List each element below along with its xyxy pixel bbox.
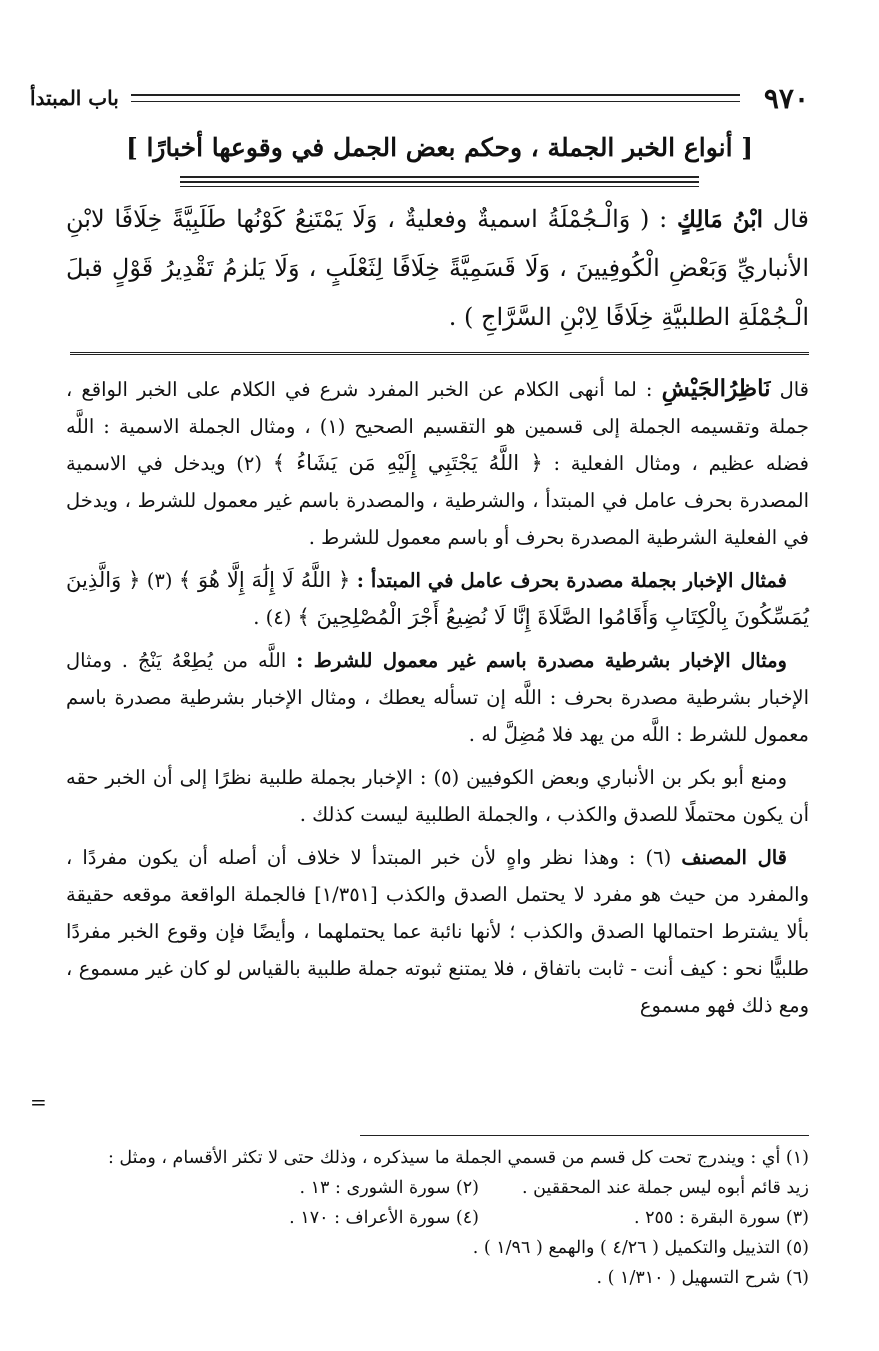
footnote: (٤) سورة الأعراف : ١٧٠ . [289, 1208, 479, 1228]
footnote: (٥) التذييل والتكميل ( ٤/٢٦ ) والهمع ( ١/٩٦ ) . [472, 1238, 809, 1258]
matn-body: : ( وَالْـجُمْلَةُ اسميةٌ وفعليةٌ ، وَلَا يَمْتَنِعُ كَوْنُها طَلَبِيَّةً خِلَافًا لابْنِ الأنباريِّ وَبَعْضِ الْكُوفِيينَ ، وَلَا قَسَمِيَّةً خِلَافًا لِثَعْلَبٍ ، وَلَا يَلزمُ تَقْدِيرُ قَوْلٍ قبلَ الْـجُمْلَةِ الطلبيَّةِ خِلَافًا لِابْنِ السَّرَّاجِ ) . [66, 205, 810, 331]
commentary [66, 370, 809, 1030]
footnote: (٣) سورة البقرة : ٢٥٥ . [633, 1208, 809, 1228]
commentary-speaker: نَاظِرُالجَيْشِ [661, 375, 771, 402]
commentary-paragraph [66, 562, 809, 636]
quran-verse: ﴿ اللَّهُ لَا إِلَٰهَ إِلَّا هُوَ ﴾ [178, 568, 351, 592]
commentary-paragraph [66, 370, 809, 556]
quran-verse: ﴿ وَالَّذِينَ يُمَسِّكُونَ بِالْكِتَابِ وَأَقَامُوا الصَّلَاةَ إِنَّا لَا نُضِيعُ أَجْرَ الْمُصْلِحِينَ ﴾ [66, 568, 809, 629]
example-heading: ومثال الإخبار بشرطية مصدرة باسم غير معمول للشرط : [296, 649, 787, 672]
header-rule [131, 94, 740, 102]
footnotes [66, 1143, 809, 1293]
footnote: (٦) شرح التسهيل ( ١/٣١٠ ) . [596, 1268, 809, 1288]
commentary-text: ومنع أبو بكر بن الأنباري وبعض الكوفيين (٥) : الإخبار بجملة طلبية نظرًا إلى أن الخبر حقه أن يكون محتملًا للصدق والكذب ، والجملة الطلبية ليست كذلك . [66, 766, 809, 826]
matn-speaker: ابْنُ مَالِكٍ [676, 206, 764, 233]
commentary-paragraph [66, 759, 809, 833]
example-heading: فمثال الإخبار بجملة مصدرة بحرف عامل في المبتدأ : [356, 569, 787, 592]
footnote-ref: (٣) [146, 569, 173, 592]
author-label: قال المصنف [681, 846, 787, 869]
footnote-divider [360, 1135, 809, 1136]
commentary-lead: قال [779, 378, 809, 401]
page-number: ٩٧٠ [763, 81, 809, 115]
commentary-paragraph [66, 839, 809, 1024]
commentary-text: (٦) : وهذا نظر واهٍ لأن خبر المبتدأ لا خلاف أن أصله أن يكون مفردًا ، والمفرد من حيث هو مفرد لا يحتمل الصدق والكذب [١/٣٥١] فالجملة الواقعة موقعه حقيقة بألا يشترط احتمالها الصدق والكذب ؛ لأنها نائبة عما يحتملهما ، وأيضًا فإن وقوع الخبر مفردًا طلبيًّا نحو : كيف أنت - ثابت باتفاق ، فلا يمتنع ثبوته جملة طلبية بالقياس لو كان غير مسموع ، ومع ذلك فهو مسموع [66, 846, 809, 1017]
footnote: (١) أي : ويندرج تحت كل قسم من قسمي الجملة ما سيذكره ، وذلك حتى لا تكثر الأقسام ، ومثل : [107, 1148, 809, 1168]
footnote: زيد قائم أبوه ليس جملة عند المحققين . [521, 1178, 809, 1198]
running-header [30, 78, 809, 118]
heading-underline [180, 176, 699, 187]
commentary-text: : لما أنهى الكلام عن الخبر المفرد شرع في الكلام على الخبر الواقع ، جملة وتقسيمه الجملة إلى قسمين هو التقسيم الصحيح (١) ، ومثال الجملة الاسمية : اللَّه فضله عظيم ، ومثال الفعلية : [66, 378, 810, 475]
section-heading: [ أنواع الخبر الجملة ، وحكم بعض الجمل في وقوعها أخبارًا ] [125, 133, 754, 162]
commentary-paragraph [66, 642, 809, 753]
footnote: (٢) سورة الشورى : ١٣ . [299, 1178, 479, 1198]
matn-divider [70, 352, 809, 355]
commentary-text: اللَّه من يُطِعْهُ يَنْجُ . ومثال الإخبار بشرطية مصدرة بحرف : اللَّه إن تسأله يعطك ، ومثال الإخبار بشرطية مصدرة باسم معمول للشرط : اللَّه من يهد فلا مُضِلَّ له . [66, 649, 809, 746]
footnote-ref: (٤) . [253, 606, 292, 629]
matn-text [66, 195, 809, 342]
running-section-title: باب المبتدأ [30, 86, 119, 110]
continuation-mark: = [30, 1090, 47, 1114]
quran-verse: ﴿ اللَّهُ يَجْتَبِي إِلَيْهِ مَن يَشَاءُ ﴾ [272, 451, 543, 475]
commentary-text: (٢) ويدخل في الاسمية المصدرة بحرف عامل في المبتدأ ، والشرطية ، والمصدرة باسم غير معمول للشرط ، ويدخل في الفعلية الشرطية المصدرة بحرف أو باسم معمول للشرط . [66, 452, 809, 549]
matn-lead: قال [772, 205, 809, 233]
